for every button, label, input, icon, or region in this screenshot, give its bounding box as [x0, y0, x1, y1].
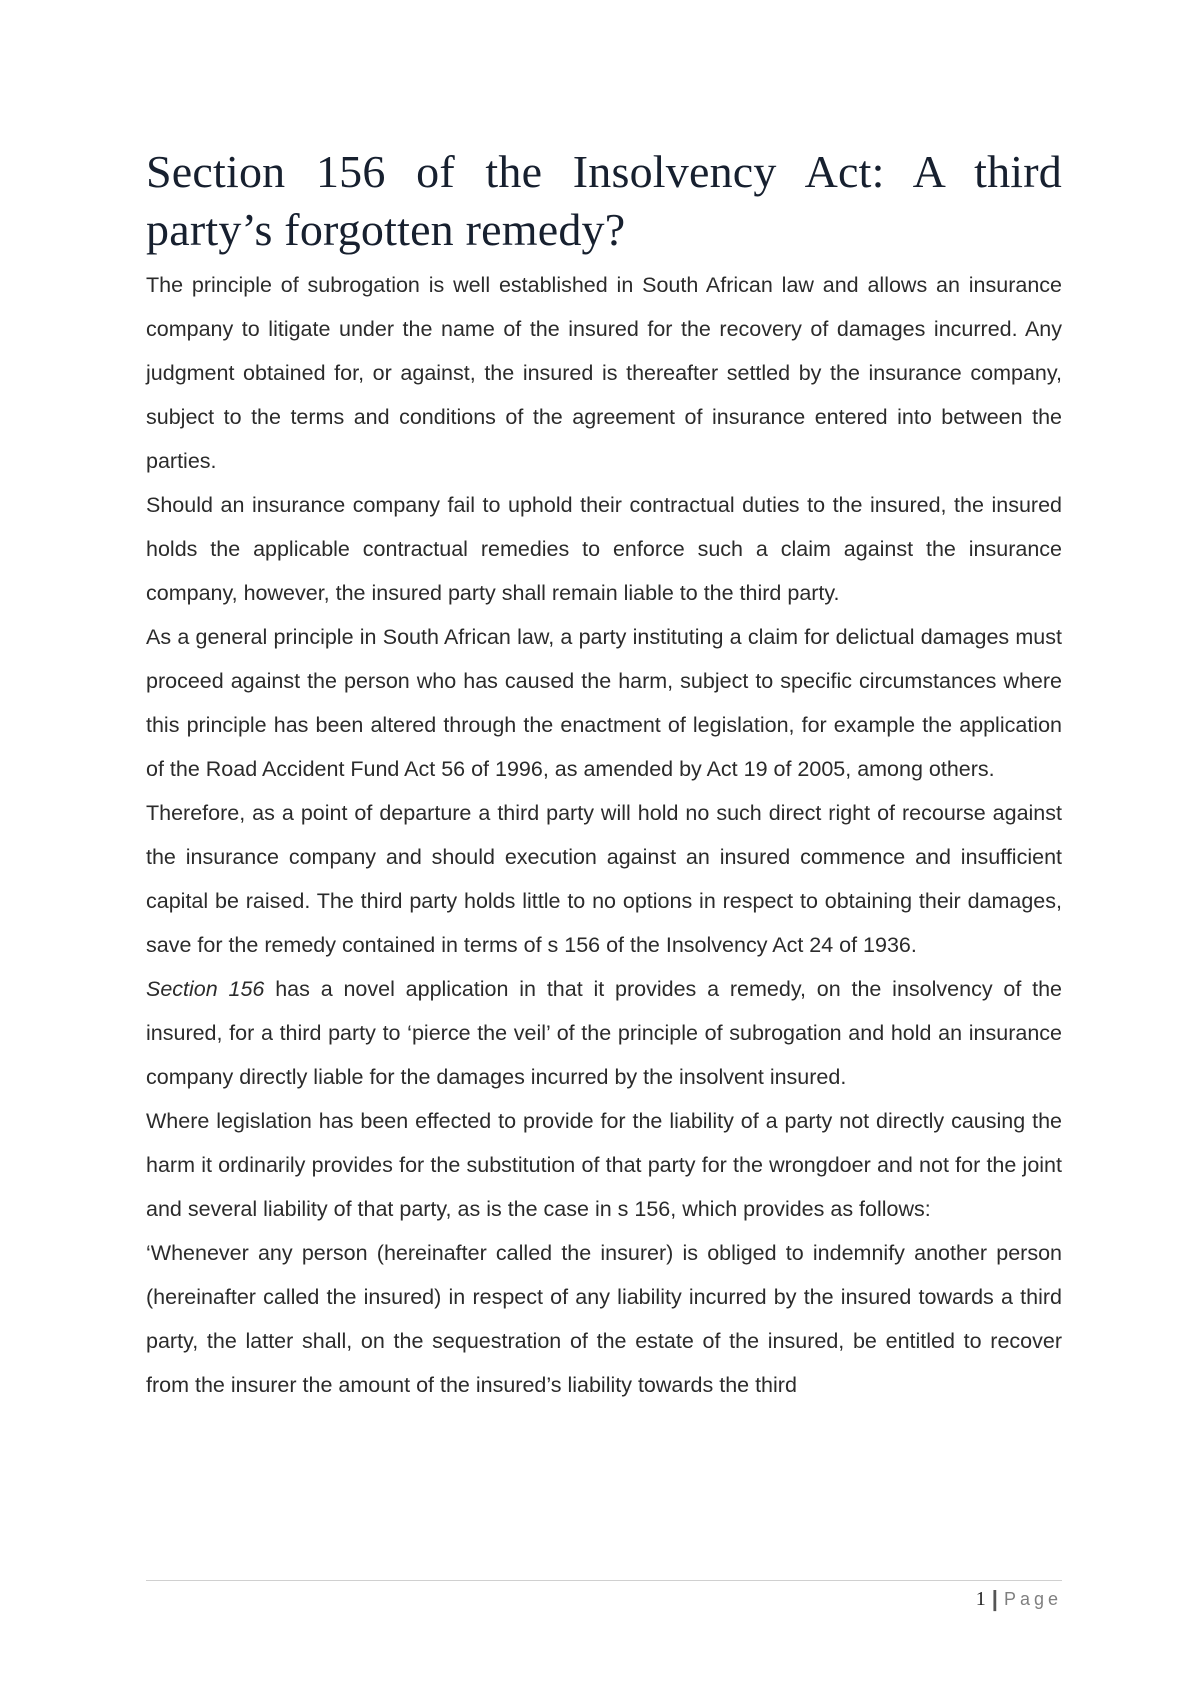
paragraph-6 — [146, 1099, 1062, 1231]
footer-divider — [146, 1580, 1062, 1581]
footer-separator: | — [991, 1586, 998, 1611]
paragraph-1 — [146, 263, 1062, 483]
paragraph-text: Therefore, as a point of departure a third party will hold no such direct right of recourse against the insurance company and should execution against an insured commence and insufficient capital be raised. The third party holds little to no options in respect to obtaining their damages, save for the remedy contained in terms of s 156 of the Insolvency Act 24 of 1936. — [146, 801, 1062, 957]
paragraph-4 — [146, 791, 1062, 967]
document-body — [146, 143, 1062, 1407]
paragraph-7 — [146, 1231, 1062, 1407]
paragraph-3 — [146, 615, 1062, 791]
paragraph-text: ‘Whenever any person (hereinafter called the insurer) is obliged to indemnify another person (hereinafter called the insured) in respect of any liability incurred by the insured towards a third party, the latter shall, on the sequestration of the estate of the insured, be entitled to recover from the insurer the amount of the insured’s liability towards the third — [146, 1241, 1062, 1397]
page-label: Page — [1003, 1588, 1062, 1609]
page-number: 1 — [975, 1587, 986, 1610]
paragraph-text: has a novel application in that it provides a remedy, on the insolvency of the insured, for a third party to ‘pierce the veil’ of the principle of subrogation and hold an insurance company directly liable for the damages incurred by the insolvent insured. — [146, 977, 1063, 1089]
paragraph-text: Where legislation has been effected to provide for the liability of a party not directly causing the harm it ordinarily provides for the substitution of that party for the wrongdoer and not for the joint and several liability of that party, as is the case in s 156, which provides as follows: — [146, 1109, 1062, 1221]
paragraph-lead-italic: Section 156 — [146, 977, 265, 1001]
document-title: Section 156 of the Insolvency Act: A third party’s forgotten remedy? — [146, 146, 1062, 255]
paragraph-text: The principle of subrogation is well established in South African law and allows an insurance company to litigate under the name of the insured for the recovery of damages incurred. Any judgment obtained for, or against, the insured is thereafter settled by the insurance company, subject to the terms and conditions of the agreement of insurance entered into between the parties. — [146, 273, 1062, 473]
paragraph-text: As a general principle in South African law, a party instituting a claim for delictual damages must proceed against the person who has caused the harm, subject to specific circumstances where this principle has been altered through the enactment of legislation, for example the application of the Road Accident Fund Act 56 of 1996, as amended by Act 19 of 2005, among others. — [146, 625, 1062, 781]
paragraph-2 — [146, 483, 1062, 615]
page-footer — [976, 1586, 1062, 1612]
paragraph-text: Should an insurance company fail to uphold their contractual duties to the insured, the insured holds the applicable contractual remedies to enforce such a claim against the insurance company, however, the insured party shall remain liable to the third party. — [146, 493, 1062, 605]
paragraph-5 — [146, 967, 1062, 1099]
